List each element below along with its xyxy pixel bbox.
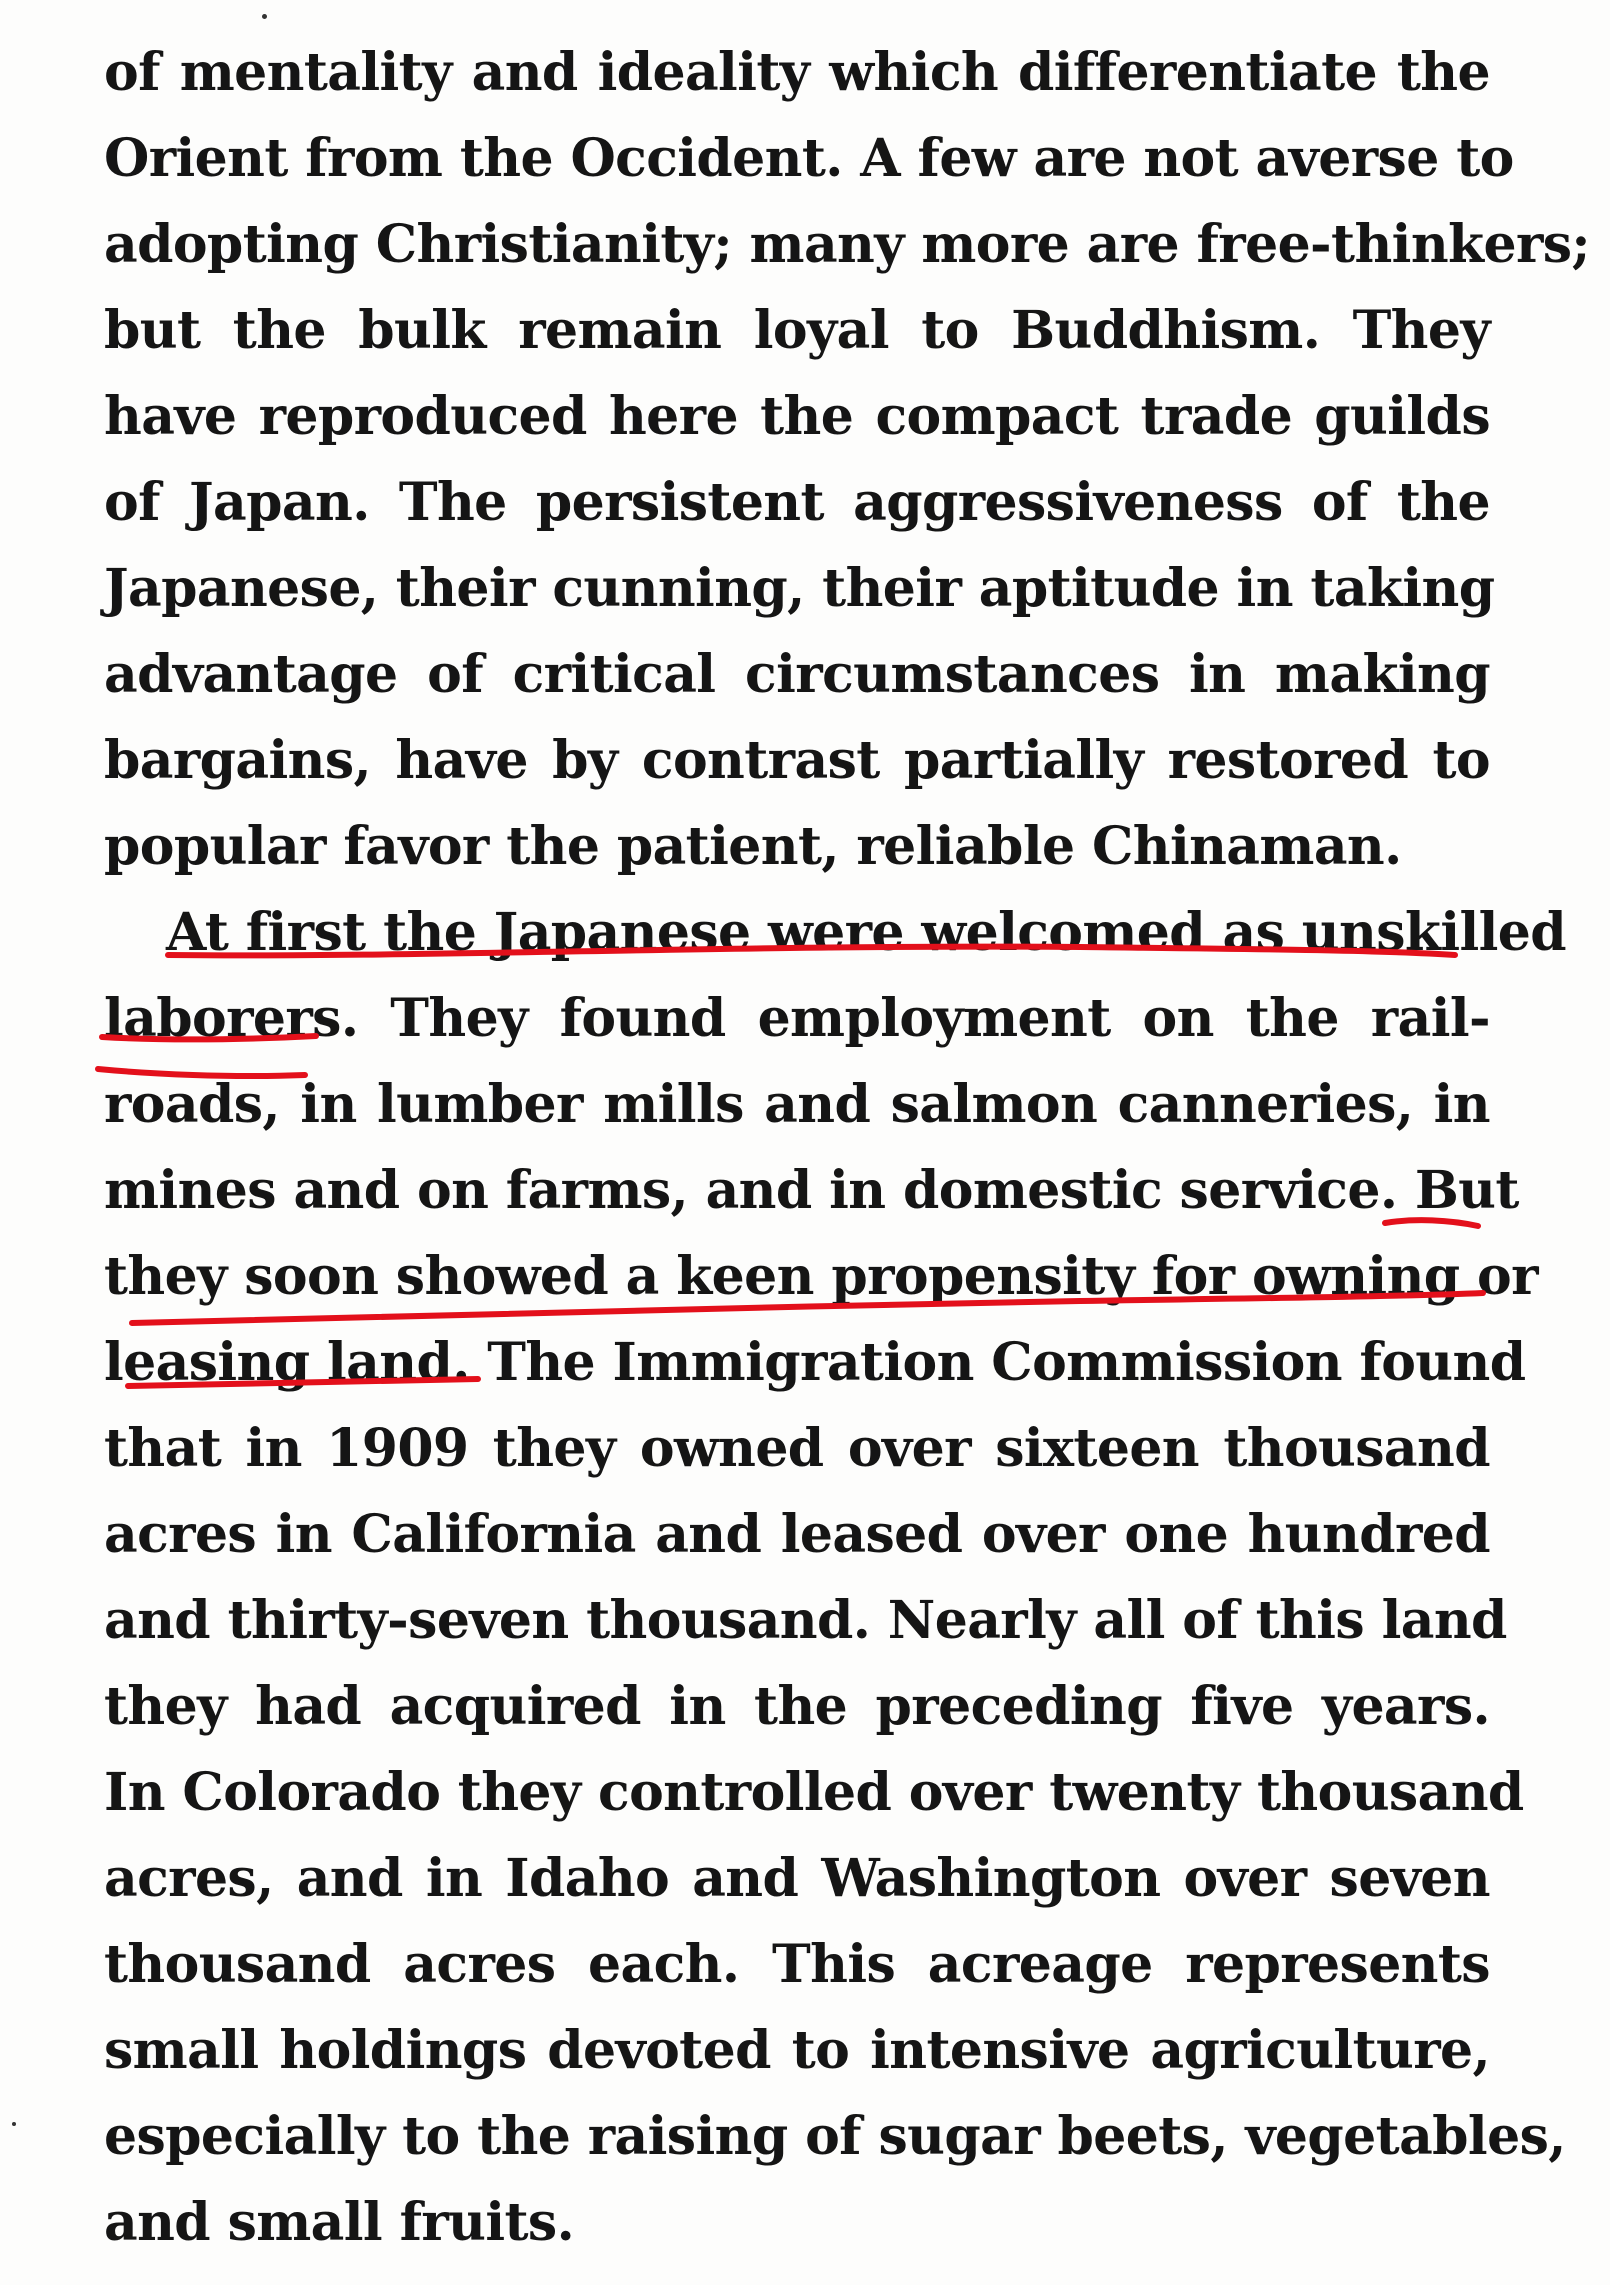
- text-line: bargains, have by contrast partially restored to: [104, 730, 1490, 791]
- text-line: and thirty-seven thousand. Nearly all of this land: [104, 1590, 1507, 1651]
- text-line: roads, in lumber mills and salmon canneries, in: [104, 1074, 1490, 1135]
- text-line: popular favor the patient, reliable Chinaman.: [104, 816, 1402, 877]
- text-line: In Colorado they controlled over twenty thousand: [104, 1762, 1524, 1823]
- text-line: they had acquired in the preceding five years.: [104, 1676, 1490, 1737]
- text-line: that in 1909 they owned over sixteen thousand: [104, 1418, 1490, 1479]
- text-line: Japanese, their cunning, their aptitude in taking: [104, 558, 1495, 619]
- text-line: especially to the raising of sugar beets, vegetables,: [104, 2106, 1566, 2167]
- text-line: and small fruits.: [104, 2192, 575, 2253]
- paragraph-1: [104, 30, 1591, 890]
- text-line-underlined: they soon showed a keen propensity for owning or: [104, 1246, 1538, 1307]
- text-line: but the bulk remain loyal to Buddhism. They: [104, 300, 1490, 361]
- text-line: of Japan. The persistent aggressiveness of the: [104, 472, 1490, 533]
- text-line: have reproduced here the compact trade guilds: [104, 386, 1490, 447]
- text-line-underlined: mines and on farms, and in domestic service. But: [104, 1160, 1519, 1221]
- text-line-underlined: laborers. They found employment on the rail-: [104, 988, 1490, 1049]
- scan-speck: [262, 14, 267, 19]
- text-line: thousand acres each. This acreage represents: [104, 1934, 1490, 1995]
- text-line-underlined: At first the Japanese were welcomed as unskilled: [166, 902, 1567, 963]
- paragraph-2: [104, 890, 1567, 2266]
- text-line: Orient from the Occident. A few are not averse to: [104, 128, 1514, 189]
- body-text: [104, 30, 1591, 2266]
- text-line: adopting Christianity; many more are free-thinkers;: [104, 214, 1591, 275]
- text-line: advantage of critical circumstances in making: [104, 644, 1490, 705]
- text-line: acres in California and leased over one hundred: [104, 1504, 1490, 1565]
- text-line: small holdings devoted to intensive agriculture,: [104, 2020, 1490, 2081]
- text-line: acres, and in Idaho and Washington over seven: [104, 1848, 1490, 1909]
- text-line-underlined: leasing land. The Immigration Commission found: [104, 1332, 1526, 1393]
- scan-speck: [12, 2122, 16, 2126]
- text-line: of mentality and ideality which differentiate the: [104, 42, 1490, 103]
